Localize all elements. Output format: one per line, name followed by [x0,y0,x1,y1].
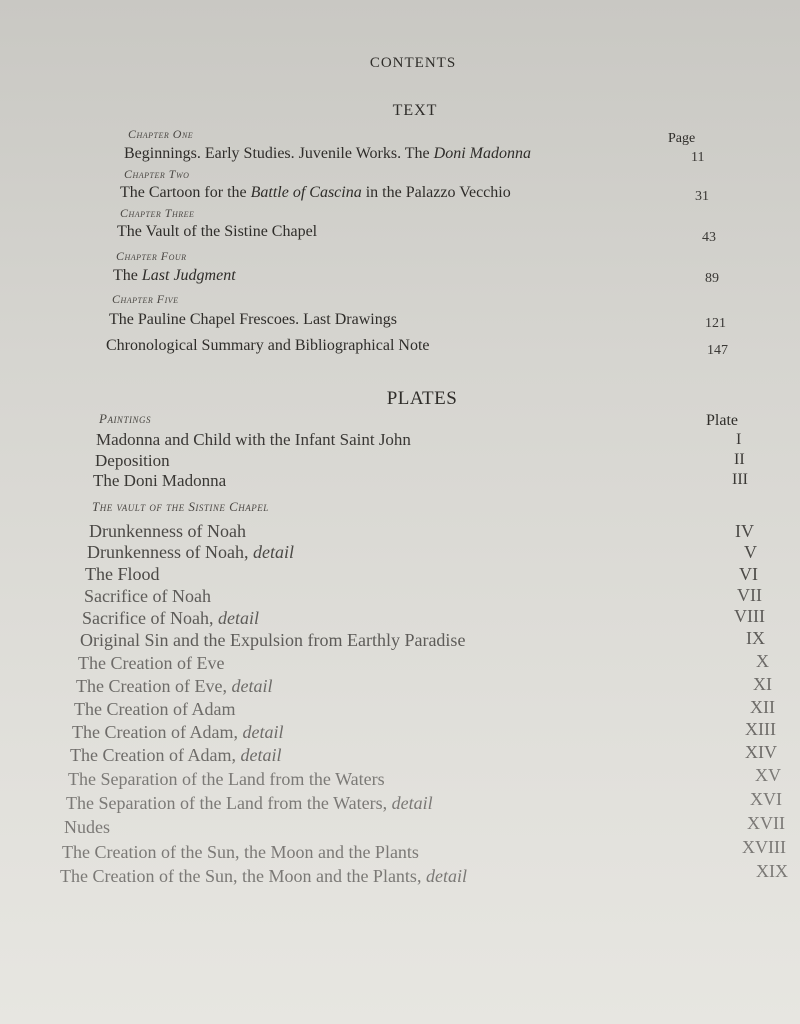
text-heading: TEXT [392,102,438,119]
chapter-page: 31 [695,189,709,204]
contents-heading: CONTENTS [369,55,457,71]
chapter-label: Chapter Three [120,206,195,220]
page-column-label: Page [668,131,696,146]
section-label: The vault of the Sistine Chapel [92,499,269,514]
plates-heading: PLATES [386,388,458,409]
plate-number: XI [753,674,772,694]
plate-title: Sacrifice of Noah [84,586,211,606]
plate-title: Drunkenness of Noah, detail [87,542,294,562]
plate-number: XV [755,765,781,785]
chapter-label: Chapter One [128,127,194,141]
chapter-label: Chapter Five [112,292,179,306]
plate-number: V [744,542,757,562]
section-label: Paintings [99,411,151,426]
plate-number: X [756,651,769,671]
chapter-page: 11 [691,150,705,165]
plate-title: Nudes [64,817,110,837]
plate-number: IV [735,521,754,541]
plate-title: The Separation of the Land from the Waters [68,769,385,789]
plate-title: The Creation of Adam [74,699,236,719]
chapter-label: Chapter Four [116,249,187,263]
chapter-label: Chapter Two [124,167,190,181]
plate-number: XIII [745,719,776,739]
plate-number: XIX [756,861,788,881]
chapter-title: The Cartoon for the Battle of Cascina in the Palazzo Vecchio [120,184,511,201]
plate-number: XII [750,697,775,717]
plate-number: XVII [747,813,785,833]
chapter-page: 43 [702,230,716,245]
plate-title: The Separation of the Land from the Waters, detail [66,793,433,813]
chapter-page: 121 [705,316,726,331]
plate-number: XIV [745,742,777,762]
summary-page: 147 [707,343,728,358]
chapter-title: The Vault of the Sistine Chapel [117,223,318,240]
plate-column-label: Plate [706,412,738,429]
plate-number: III [732,471,748,488]
plate-title: The Creation of Eve, detail [76,676,273,696]
plate-title: The Creation of the Sun, the Moon and the Plants, detail [60,866,467,886]
plate-title: The Flood [85,564,160,584]
plate-title: Madonna and Child with the Infant Saint John [96,430,411,449]
plate-number: XVI [750,789,782,809]
plate-title: Original Sin and the Expulsion from Earthly Paradise [80,630,466,650]
plate-title: Sacrifice of Noah, detail [82,608,259,628]
chapter-title: Beginnings. Early Studies. Juvenile Works. The Doni Madonna [124,145,531,162]
plate-title: The Doni Madonna [93,471,227,490]
plate-title: The Creation of Adam, detail [72,722,284,742]
plate-title: The Creation of Adam, detail [70,745,282,765]
plate-title: The Creation of the Sun, the Moon and the Plants [62,842,419,862]
plate-number: VII [737,585,762,605]
chapter-title: The Pauline Chapel Frescoes. Last Drawings [109,311,397,328]
plate-number: I [736,431,742,448]
plate-number: IX [746,628,765,648]
summary-title: Chronological Summary and Bibliographical Note [106,337,430,354]
plate-title: Deposition [95,451,170,470]
plate-number: VI [739,564,758,584]
chapter-title: The Last Judgment [113,267,236,284]
plate-number: II [734,451,745,468]
plate-number: XVIII [742,837,786,857]
chapter-page: 89 [705,271,719,286]
plate-title: The Creation of Eve [78,653,225,673]
plate-title: Drunkenness of Noah [89,521,246,541]
plate-number: VIII [734,606,765,626]
